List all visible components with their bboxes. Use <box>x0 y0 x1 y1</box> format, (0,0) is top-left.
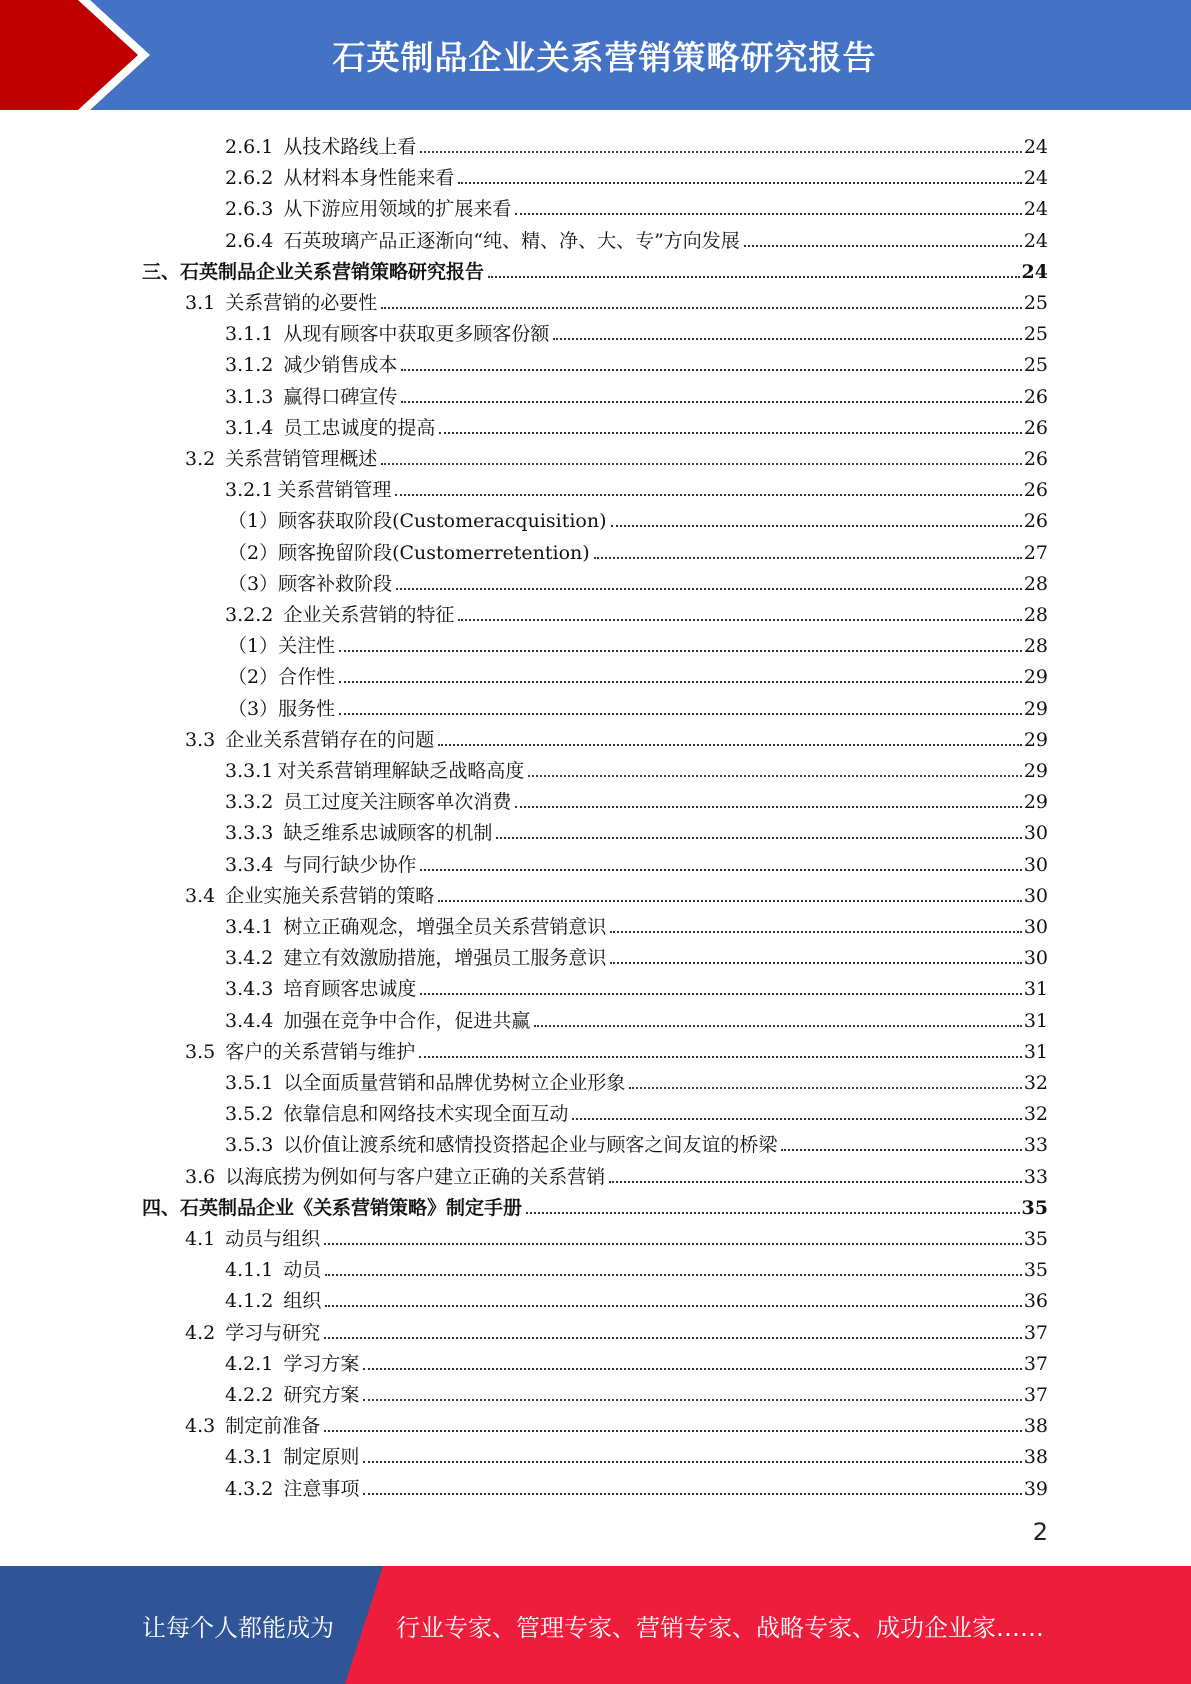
toc-entry[interactable] <box>225 594 1048 625</box>
toc-entry-page: 32 <box>1023 1103 1048 1126</box>
toc-leader-dots <box>396 588 1022 590</box>
toc-leader-dots <box>594 557 1022 559</box>
toc-entry-number: （2） <box>228 666 279 689</box>
toc-entry-page: 24 <box>1023 136 1048 158</box>
toc-leader-dots <box>572 1118 1021 1120</box>
toc-leader-dots <box>381 463 1022 465</box>
toc-entry-title: 培育顾客忠诚度 <box>283 978 417 1001</box>
toc-leader-dots <box>610 931 1021 933</box>
toc-entry-title: 以价值让渡系统和感情投资搭起企业与顾客之间友谊的桥梁 <box>283 1134 778 1157</box>
toc-entry-number: 3.5.3 <box>225 1134 274 1157</box>
toc-entry-number: 3.2 <box>185 448 216 470</box>
toc-entry-title: 石英制品企业关系营销策略研究报告 <box>180 260 485 283</box>
toc-entry[interactable] <box>225 781 1048 812</box>
toc-leader-dots <box>438 744 1022 746</box>
toc-leader-dots <box>609 1181 1022 1183</box>
toc-leader-dots <box>629 1087 1021 1089</box>
toc-leader-dots <box>363 1461 1021 1463</box>
toc-entry-number: 3.5.2 <box>225 1103 274 1126</box>
toc-entry-title: 缺乏维系忠诚顾客的机制 <box>283 822 493 845</box>
toc-entry-page: 30 <box>1023 916 1048 938</box>
toc-leader-dots <box>515 213 1021 215</box>
toc-entry[interactable] <box>185 1405 1048 1436</box>
toc-entry-title: 合作性 <box>278 666 336 689</box>
toc-entry-number: 4.3 <box>185 1415 216 1438</box>
toc-entry-page: 31 <box>1023 1040 1048 1063</box>
toc-entry[interactable] <box>228 563 1048 594</box>
toc-entry-title: 与同行缺少协作 <box>283 853 417 876</box>
toc-entry[interactable] <box>225 1468 1048 1499</box>
toc-entry-page: 26 <box>1023 510 1048 533</box>
toc-entry-page: 27 <box>1023 541 1048 564</box>
toc-entry-number: 3.3.3 <box>225 822 274 845</box>
toc-entry-number: 2.6.4 <box>225 229 274 252</box>
toc-entry[interactable] <box>225 937 1048 968</box>
toc-entry-number: 四、 <box>142 1196 181 1219</box>
toc-leader-dots <box>420 869 1021 871</box>
toc-leader-dots <box>528 775 1021 777</box>
toc-entry-number: 3.4.4 <box>225 1009 274 1032</box>
toc-entry[interactable] <box>225 1062 1048 1093</box>
toc-entry-number: 3.5 <box>185 1040 216 1063</box>
toc-leader-dots <box>339 650 1022 652</box>
toc-entry-title: 建立有效激励措施，增强员工服务意识 <box>283 947 607 970</box>
toc-entry[interactable] <box>225 376 1048 407</box>
toc-leader-dots <box>401 401 1021 403</box>
toc-entry-page: 31 <box>1023 978 1048 1001</box>
toc-entry-title: 依靠信息和网络技术实现全面互动 <box>283 1103 569 1126</box>
toc-entry[interactable] <box>142 251 1048 282</box>
toc-leader-dots <box>419 1056 1022 1058</box>
toc-entry[interactable] <box>228 500 1048 531</box>
toc-entry-number: 3.3 <box>185 728 216 751</box>
toc-entry[interactable] <box>225 1343 1048 1374</box>
toc-entry-number: 4.2.1 <box>225 1352 274 1375</box>
toc-entry-title: 员工过度关注顾客单次消费 <box>283 791 512 814</box>
toc-entry-page: 28 <box>1023 604 1048 626</box>
toc-entry-title: 学习与研究 <box>225 1321 321 1344</box>
toc-entry-number: 3.1.3 <box>225 385 274 408</box>
toc-entry-page: 29 <box>1023 791 1048 814</box>
toc-entry-page: 30 <box>1023 947 1048 970</box>
toc-entry[interactable] <box>225 844 1048 875</box>
toc-entry-number: 3.3.2 <box>225 791 274 814</box>
toc-entry-number: 3.4.1 <box>225 916 274 938</box>
toc-entry-page: 26 <box>1023 385 1048 408</box>
toc-entry-title: 加强在竞争中合作，促进共赢 <box>283 1009 531 1032</box>
toc-leader-dots <box>534 1025 1021 1027</box>
toc-entry-page: 37 <box>1023 1384 1048 1406</box>
toc-leader-dots <box>325 1274 1021 1276</box>
toc-entry-number: 3.1.2 <box>225 354 274 377</box>
toc-leader-dots <box>781 1149 1021 1151</box>
toc-entry-page: 29 <box>1023 760 1048 782</box>
toc-entry-number: （1） <box>228 635 279 658</box>
toc-entry-page: 33 <box>1023 1134 1048 1157</box>
toc-entry[interactable] <box>228 625 1048 656</box>
toc-entry-title: 以海底捞为例如何与客户建立正确的关系营销 <box>225 1165 606 1188</box>
page-number: 2 <box>1032 1518 1048 1546</box>
toc-entry-page: 38 <box>1023 1415 1048 1438</box>
toc-entry-number: （3） <box>228 697 279 720</box>
toc-entry[interactable] <box>185 438 1048 469</box>
toc-entry-number: 4.1 <box>185 1228 216 1250</box>
toc-entry-number: 4.3.2 <box>225 1477 274 1500</box>
page-footer <box>0 1566 1191 1684</box>
toc-entry-title: 组织 <box>283 1290 322 1313</box>
toc-entry-page: 37 <box>1023 1352 1048 1375</box>
toc-entry[interactable] <box>185 1031 1048 1062</box>
toc-leader-dots <box>526 1212 1020 1214</box>
toc-entry-page: 26 <box>1023 416 1048 439</box>
toc-entry-number: 3.3.4 <box>225 853 274 876</box>
toc-leader-dots <box>339 681 1022 683</box>
toc-entry[interactable] <box>225 344 1048 375</box>
toc-entry-title: 注意事项 <box>283 1477 360 1500</box>
toc-entry-number: 4.1.2 <box>225 1290 274 1313</box>
toc-leader-dots <box>458 182 1021 184</box>
toc-entry-number: 3.1.1 <box>225 323 274 346</box>
toc-entry-title: 顾客挽留阶段(Customerretention) <box>278 541 590 564</box>
toc-entry-page: 26 <box>1023 448 1048 470</box>
toc-entry-title: 动员 <box>283 1259 322 1282</box>
toc-entry-title: 企业关系营销的特征 <box>283 604 455 626</box>
toc-entry-title: 赢得口碑宣传 <box>283 385 398 408</box>
toc-entry-number: （1） <box>228 510 279 533</box>
toc-entry-page: 29 <box>1023 666 1048 689</box>
toc-entry-page: 25 <box>1023 292 1048 314</box>
toc-entry-number: 2.6.3 <box>225 198 274 221</box>
toc-entry-number: （3） <box>228 572 279 595</box>
toc-entry-number: 4.1.1 <box>225 1259 274 1282</box>
toc-entry-page: 30 <box>1023 822 1048 845</box>
toc-entry[interactable] <box>225 1124 1048 1155</box>
toc-entry-number: 3.6 <box>185 1165 216 1188</box>
toc-leader-dots <box>515 806 1021 808</box>
toc-entry-page: 36 <box>1023 1290 1048 1313</box>
toc-entry-title: 树立正确观念，增强全员关系营销意识 <box>283 916 607 938</box>
toc-entry-title: 企业关系营销存在的问题 <box>225 728 435 751</box>
toc-entry[interactable] <box>225 1436 1048 1467</box>
toc-entry-number: 3.1 <box>185 292 216 314</box>
toc-entry[interactable] <box>225 407 1048 438</box>
toc-entry-page: 30 <box>1023 853 1048 876</box>
page-header <box>0 0 1191 110</box>
toc-entry[interactable] <box>225 313 1048 344</box>
toc-entry[interactable] <box>142 1187 1048 1218</box>
toc-entry-title: 制定原则 <box>283 1446 360 1469</box>
toc-entry-page: 39 <box>1023 1477 1048 1500</box>
toc-entry[interactable] <box>225 1374 1048 1405</box>
toc-leader-dots <box>496 837 1021 839</box>
toc-entry-number: 4.2.2 <box>225 1384 274 1406</box>
toc-leader-dots <box>401 369 1021 371</box>
toc-leader-dots <box>395 494 1021 496</box>
toc-entry-number: 2.6.1 <box>225 136 274 158</box>
toc-entry-number: 3.4 <box>185 884 216 907</box>
toc-entry-page: 32 <box>1023 1072 1048 1094</box>
toc-entry-page: 29 <box>1023 697 1048 720</box>
footer-slogan-right: 行业专家、管理专家、营销专家、战略专家、成功企业家…… <box>396 1613 1044 1642</box>
toc-leader-dots <box>324 1430 1022 1432</box>
toc-entry-title: 以全面质量营销和品牌优势树立企业形象 <box>283 1072 626 1094</box>
toc-leader-dots <box>744 245 1022 247</box>
toc-entry-page: 37 <box>1023 1321 1048 1344</box>
toc-entry-number: 3.2.1 <box>225 479 274 502</box>
toc-entry-number: 3.2.2 <box>225 604 274 626</box>
toc-leader-dots <box>420 993 1021 995</box>
toc-entry[interactable] <box>185 282 1048 313</box>
toc-leader-dots <box>339 713 1022 715</box>
toc-entry[interactable] <box>228 688 1048 719</box>
toc-leader-dots <box>488 276 1020 278</box>
toc-entry-title: 关注性 <box>278 635 336 658</box>
toc-entry[interactable] <box>225 968 1048 999</box>
toc-entry-title: 从技术路线上看 <box>283 136 417 158</box>
toc-entry-page: 24 <box>1021 260 1048 283</box>
toc-entry-number: 3.4.2 <box>225 947 274 970</box>
toc-entry-title: 制定前准备 <box>225 1415 321 1438</box>
toc-entry-title: 关系营销的必要性 <box>225 292 378 314</box>
toc-entry[interactable] <box>225 188 1048 219</box>
document-title: 石英制品企业关系营销策略研究报告 <box>332 37 877 77</box>
toc-leader-dots <box>324 1243 1022 1245</box>
toc-entry[interactable] <box>228 656 1048 687</box>
toc-entry-title: 动员与组织 <box>225 1228 321 1250</box>
toc-entry-page: 26 <box>1023 479 1048 502</box>
toc-entry-page: 28 <box>1023 572 1048 595</box>
toc-leader-dots <box>439 432 1021 434</box>
toc-entry-title: 服务性 <box>278 697 336 720</box>
toc-leader-dots <box>325 1305 1021 1307</box>
toc-entry-title: 石英玻璃产品正逐渐向“纯、精、净、大、专”方向发展 <box>283 229 740 252</box>
toc-entry[interactable] <box>185 1218 1048 1249</box>
toc-leader-dots <box>438 900 1022 902</box>
toc-entry-title: 客户的关系营销与维护 <box>225 1040 416 1063</box>
toc-entry-page: 35 <box>1023 1228 1048 1250</box>
toc-entry-number: 3.3.1 <box>225 760 274 782</box>
toc-entry[interactable] <box>185 1312 1048 1343</box>
toc-entry-number: 4.3.1 <box>225 1446 274 1469</box>
toc-entry[interactable] <box>228 532 1048 563</box>
toc-entry[interactable] <box>185 1156 1048 1187</box>
toc-entry-page: 29 <box>1023 728 1048 751</box>
toc-leader-dots <box>420 151 1021 153</box>
toc-leader-dots <box>381 307 1022 309</box>
toc-entry-page: 31 <box>1023 1009 1048 1032</box>
toc-entry-page: 35 <box>1021 1196 1048 1219</box>
toc-entry-title: 顾客获取阶段(Customeracquisition) <box>278 510 607 533</box>
toc-entry-page: 25 <box>1023 323 1048 346</box>
toc-leader-dots <box>610 962 1021 964</box>
toc-entry[interactable] <box>225 906 1048 937</box>
footer-slogan-left: 让每个人都能成为 <box>142 1613 334 1642</box>
toc-entry-page: 35 <box>1023 1259 1048 1282</box>
toc-entry-page: 24 <box>1023 167 1048 190</box>
toc-entry[interactable] <box>225 157 1048 188</box>
toc-entry-number: 3.4.3 <box>225 978 274 1001</box>
toc-entry[interactable] <box>225 1000 1048 1031</box>
toc-entry[interactable] <box>225 812 1048 843</box>
toc-entry-number: （2） <box>228 541 279 564</box>
toc-entry-number: 2.6.2 <box>225 167 274 190</box>
toc-entry-page: 28 <box>1023 635 1048 658</box>
toc-entry[interactable] <box>225 469 1048 500</box>
toc-entry-page: 33 <box>1023 1165 1048 1188</box>
toc-entry[interactable] <box>185 875 1048 906</box>
toc-leader-dots <box>553 338 1021 340</box>
toc-entry-page: 30 <box>1023 884 1048 907</box>
toc-entry[interactable] <box>225 126 1048 157</box>
toc-entry[interactable] <box>225 220 1048 251</box>
toc-entry-title: 员工忠诚度的提高 <box>283 416 436 439</box>
toc-entry-page: 38 <box>1023 1446 1048 1469</box>
toc-entry-number: 3.5.1 <box>225 1072 274 1094</box>
toc-entry-page: 25 <box>1023 354 1048 377</box>
toc-entry[interactable] <box>225 750 1048 781</box>
toc-entry[interactable] <box>185 719 1048 750</box>
toc-entry-title: 对关系营销理解缺乏战略高度 <box>277 760 525 782</box>
toc-entry-title: 学习方案 <box>283 1352 360 1375</box>
toc-entry-title: 石英制品企业《关系营销策略》制定手册 <box>180 1196 523 1219</box>
toc-leader-dots <box>458 619 1021 621</box>
toc-entry-page: 24 <box>1023 229 1048 252</box>
toc-entry-number: 3.1.4 <box>225 416 274 439</box>
toc-entry-title: 关系营销管理 <box>277 479 392 502</box>
toc-entry[interactable] <box>225 1249 1048 1280</box>
toc-leader-dots <box>324 1337 1022 1339</box>
toc-entry-title: 从材料本身性能来看 <box>283 167 455 190</box>
toc-entry-page: 24 <box>1023 198 1048 221</box>
toc-entry-title: 企业实施关系营销的策略 <box>225 884 435 907</box>
toc-leader-dots <box>363 1493 1021 1495</box>
toc-entry-number: 4.2 <box>185 1321 216 1344</box>
toc-entry-title: 关系营销管理概述 <box>225 448 378 470</box>
toc-leader-dots <box>363 1399 1021 1401</box>
toc-leader-dots <box>611 525 1022 527</box>
toc-entry[interactable] <box>225 1280 1048 1311</box>
toc-entry-title: 从现有顾客中获取更多顾客份额 <box>283 323 550 346</box>
toc-entry-number: 三、 <box>142 260 181 283</box>
toc-entry-title: 顾客补救阶段 <box>278 572 393 595</box>
toc-entry[interactable] <box>225 1093 1048 1124</box>
toc-entry-title: 从下游应用领域的扩展来看 <box>283 198 512 221</box>
toc-entry-title: 研究方案 <box>283 1384 360 1406</box>
toc-leader-dots <box>363 1368 1021 1370</box>
toc-entry-title: 减少销售成本 <box>283 354 398 377</box>
